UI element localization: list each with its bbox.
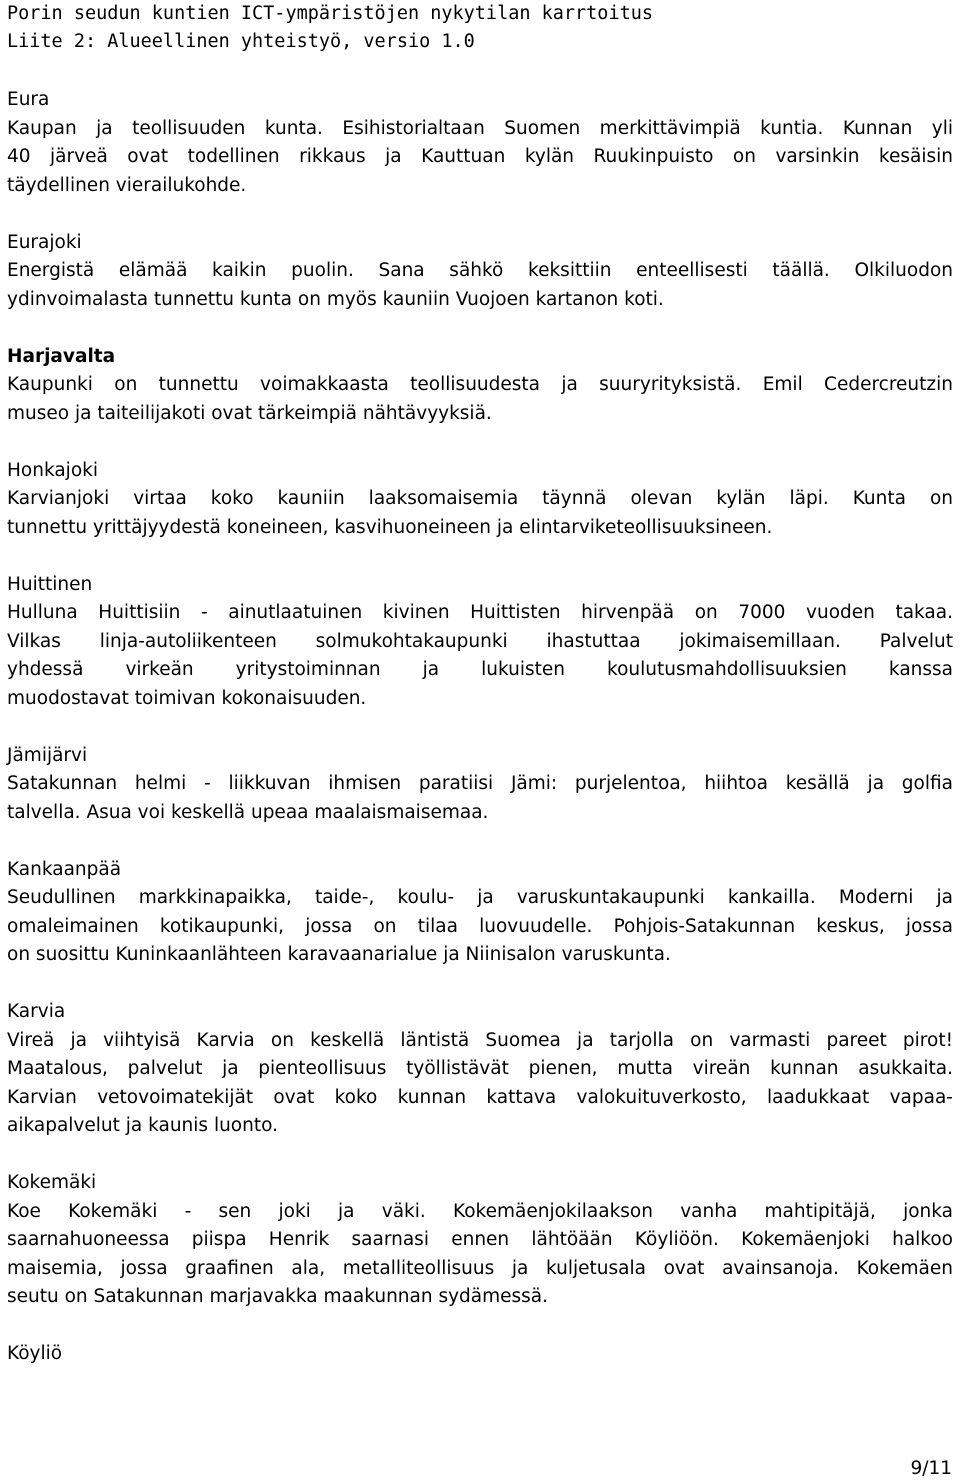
text-line: tunnettu yrittäjyydestä koneineen, kasvihuoneineen ja elintarviketeollisuuksineen. <box>7 516 773 538</box>
section-heading: Jämijärvi <box>7 744 88 766</box>
section-text <box>7 1198 953 1312</box>
section-eura <box>7 86 953 229</box>
text-line: Maatalous, palvelut ja pienteollisuus työllistävät pienen, mutta vireän kunnan asukkaita. <box>7 1058 953 1079</box>
text-line: yhdessä virkeän yritystoiminnan ja lukuisten koulutusmahdollisuuksien kanssa <box>7 659 953 680</box>
text-line: Kaupunki on tunnettu voimakkaasta teollisuudesta ja suuryrityksistä. Emil Cedercreutzin <box>7 374 953 395</box>
section-heading: Karvia <box>7 1001 66 1022</box>
text-line: Hulluna Huittisiin - ainutlaatuinen kivinen Huittisten hirvenpää on 7000 vuoden takaa. <box>7 602 953 623</box>
text-line: talvella. Asua voi keskellä upeaa maalaismaisemaa. <box>7 801 489 823</box>
section-eurajoki <box>7 229 953 343</box>
section-text <box>7 115 953 201</box>
section-kokemaki <box>7 1169 953 1340</box>
section-harjavalta <box>7 343 953 457</box>
text-line: Karvian vetovoimatekijät ovat koko kunnan kattava valokuituverkosto, laadukkaat vapaa- <box>7 1086 953 1108</box>
section-text <box>7 884 953 970</box>
section-text <box>7 257 953 314</box>
section-heading: Kankaanpää <box>7 858 122 880</box>
document-header <box>7 0 953 56</box>
section-huittinen <box>7 571 953 742</box>
text-line: Vilkas linja-autoliikenteen solmukohtakaupunki ihastuttaa jokimaisemillaan. Palvelut <box>7 630 953 652</box>
section-heading: Harjavalta <box>7 345 116 367</box>
text-line: omaleimainen kotikaupunki, jossa on tilaa luovuudelle. Pohjois-Satakunnan keskus, jossa <box>7 915 953 937</box>
section-heading: Huittinen <box>7 573 93 595</box>
text-line: seutu on Satakunnan marjavakka maakunnan sydämessä. <box>7 1286 549 1307</box>
section-honkajoki <box>7 457 953 571</box>
text-line: saarnahuoneessa piispa Henrik saarnasi ennen lähtöään Köyliöön. Kokemäenjoki halkoo <box>7 1229 953 1250</box>
text-line: museo ja taiteilijakoti ovat tärkeimpiä nähtävyyksiä. <box>7 402 492 424</box>
document-title: Porin seudun kuntien ICT-ympäristöjen nykytilan karrtoitus <box>7 3 654 24</box>
section-text <box>7 1027 953 1141</box>
text-line: maisemia, jossa graafinen ala, metalliteollisuus ja kuljetusala ovat avainsanoja. Kokemäen <box>7 1257 953 1279</box>
page-number: 9/11 <box>910 1458 952 1479</box>
text-line: Karvianjoki virtaa koko kauniin laaksomaisemia täynnä olevan kylän läpi. Kunta on <box>7 488 953 509</box>
text-line: Satakunnan helmi - liikkuvan ihmisen paratiisi Jämi: purjelentoa, hiihtoa kesällä ja golfia <box>7 773 953 794</box>
text-line: Vireä ja viihtyisä Karvia on keskellä läntistä Suomea ja tarjolla on varmasti pareet pirot! <box>7 1029 953 1051</box>
section-jamijarvi <box>7 742 953 856</box>
document-body <box>7 86 953 1369</box>
text-line: aikapalvelut ja kaunis luonto. <box>7 1115 278 1136</box>
section-heading: Köyliö <box>7 1343 63 1364</box>
section-koylio <box>7 1340 953 1369</box>
text-line: 40 järveä ovat todellinen rikkaus ja Kauttuan kylän Ruukinpuisto on varsinkin kesäisin <box>7 146 953 167</box>
section-text <box>7 599 953 713</box>
section-heading: Eura <box>7 89 50 110</box>
text-line: on suosittu Kuninkaanlähteen karavaanarialue ja Niinisalon varuskunta. <box>7 944 671 965</box>
text-line: Koe Kokemäki - sen joki ja väki. Kokemäenjokilaakson vanha mahtipitäjä, jonka <box>7 1200 953 1222</box>
text-line: Kaupan ja teollisuuden kunta. Esihistorialtaan Suomen merkittävimpiä kuntia. Kunnan yli <box>7 117 953 139</box>
section-text <box>7 770 953 827</box>
section-text <box>7 485 953 542</box>
section-text <box>7 371 953 428</box>
section-heading: Kokemäki <box>7 1172 97 1193</box>
text-line: täydellinen vierailukohde. <box>7 174 247 196</box>
section-karvia <box>7 998 953 1169</box>
document-subtitle: Liite 2: Alueellinen yhteistyö, versio 1.0 <box>7 31 475 52</box>
section-heading: Eurajoki <box>7 231 82 253</box>
section-heading: Honkajoki <box>7 459 98 481</box>
section-kankaanpaa <box>7 856 953 999</box>
text-line: ydinvoimalasta tunnettu kunta on myös kauniin Vuojoen kartanon koti. <box>7 288 664 310</box>
text-line: Energistä elämää kaikin puolin. Sana sähkö keksittiin enteellisesti täällä. Olkiluodon <box>7 260 953 281</box>
text-line: Seudullinen markkinapaikka, taide-, koulu- ja varuskuntakaupunki kankailla. Moderni ja <box>7 887 953 908</box>
text-line: muodostavat toimivan kokonaisuuden. <box>7 687 367 709</box>
